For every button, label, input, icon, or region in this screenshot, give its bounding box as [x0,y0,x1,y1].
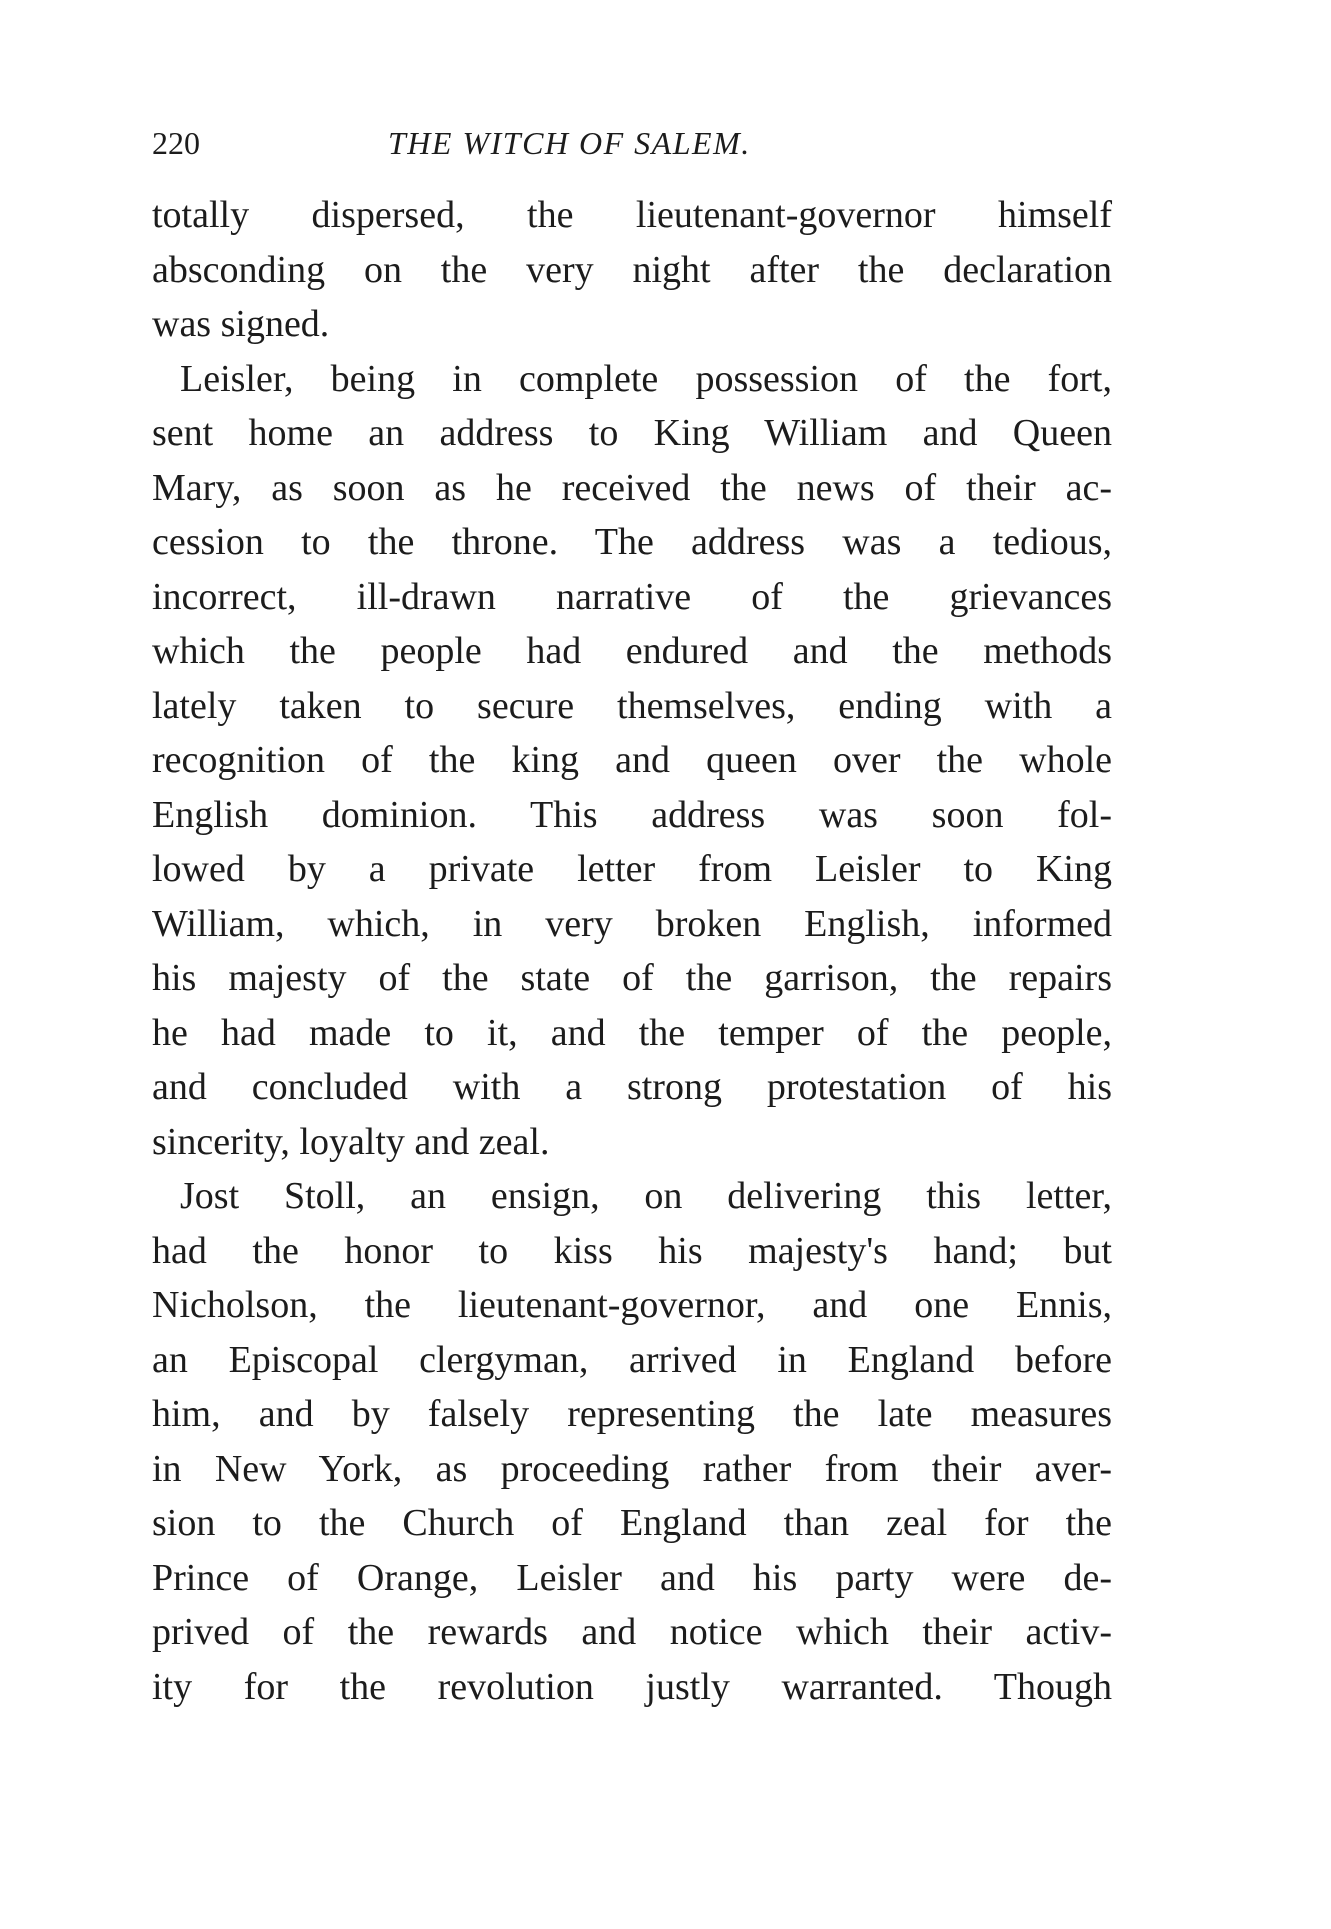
text-line: William, which, in very broken English, informed [152,902,1112,945]
paragraph-start-line: Jost Stoll, an ensign, on delivering this letter, [180,1175,1112,1217]
text-line: lowed by a private letter from Leisler to King [152,848,1112,890]
text-line: and concluded with a strong protestation of his [152,1066,1112,1108]
text-line: Prince of Orange, Leisler and his party were de- [152,1556,1112,1599]
text-line: him, and by falsely representing the late measures [152,1393,1112,1435]
text-line: lately taken to secure themselves, ending with a [152,684,1112,727]
text-line: recognition of the king and queen over the whole [152,739,1112,781]
running-title: THE WITCH OF SALEM. [388,125,751,161]
body-text [152,188,1112,1714]
text-line: English dominion. This address was soon fol- [152,793,1112,836]
text-line: sincerity, loyalty and zeal. [152,1120,550,1163]
text-line: cession to the throne. The address was a tedious, [152,521,1112,563]
text-line: sion to the Church of England than zeal for the [152,1502,1112,1544]
text-line: was signed. [152,303,330,345]
text-line: his majesty of the state of the garrison, the repairs [152,957,1112,999]
text-line: which the people had endured and the methods [152,630,1112,672]
paragraph-start-line: Leisler, being in complete possession of the fort, [180,357,1112,400]
text-line: sent home an address to King William and Queen [152,412,1112,454]
running-head [152,118,1112,168]
page-number: 220 [152,125,200,161]
text-line: prived of the rewards and notice which their activ- [152,1611,1112,1653]
text-line: had the honor to kiss his majesty's hand; but [152,1229,1112,1272]
text-line: absconding on the very night after the declaration [152,248,1112,291]
text-line: he had made to it, and the temper of the people, [152,1011,1112,1054]
text-line: Nicholson, the lieutenant-governor, and one Ennis, [152,1284,1112,1326]
text-line: ity for the revolution justly warranted. Though [152,1665,1112,1708]
text-line: totally dispersed, the lieutenant-governor himself [152,194,1112,236]
text-line: an Episcopal clergyman, arrived in England before [152,1338,1112,1381]
text-line: in New York, as proceeding rather from their aver- [152,1447,1112,1490]
text-line: incorrect, ill-drawn narrative of the grievances [152,575,1112,618]
text-line: Mary, as soon as he received the news of their ac- [152,466,1112,509]
